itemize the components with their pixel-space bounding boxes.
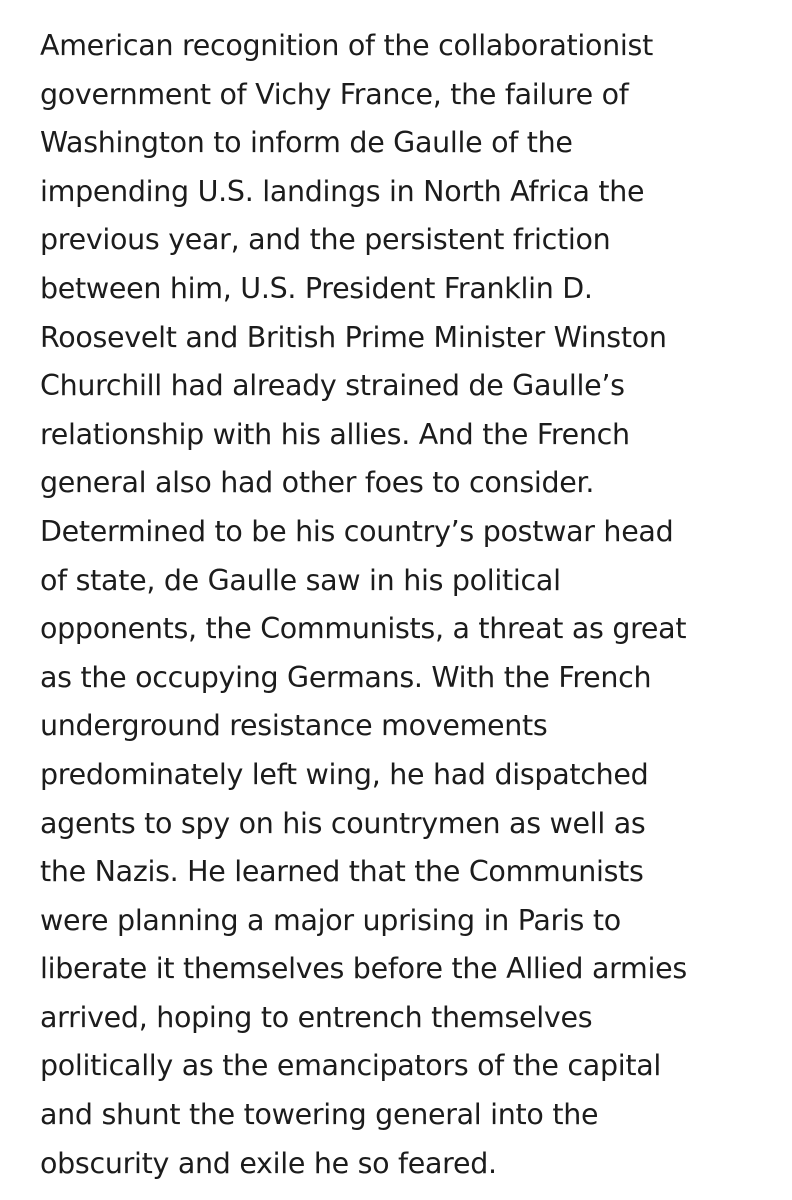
paragraph-line: were planning a major uprising in Paris to: [40, 903, 621, 937]
paragraph-line: the Nazis. He learned that the Communists: [40, 855, 644, 889]
paragraph-line: general also had other foes to consider.: [40, 466, 595, 500]
paragraph-line: relationship with his allies. And the French: [40, 417, 630, 451]
article-paragraph: [40, 22, 770, 1188]
paragraph-line: of state, de Gaulle saw in his political: [40, 563, 561, 597]
paragraph-line: and shunt the towering general into the: [40, 1098, 599, 1132]
paragraph-line: Churchill had already strained de Gaulle’s: [40, 369, 625, 403]
paragraph-line: Washington to inform de Gaulle of the: [40, 126, 573, 160]
paragraph-line: Roosevelt and British Prime Minister Winston: [40, 320, 667, 354]
paragraph-line: impending U.S. landings in North Africa the: [40, 174, 645, 208]
paragraph-line: previous year, and the persistent friction: [40, 223, 611, 257]
paragraph-line: politically as the emancipators of the capital: [40, 1049, 662, 1083]
paragraph-line: between him, U.S. President Franklin D.: [40, 271, 593, 305]
paragraph-line: government of Vichy France, the failure of: [40, 77, 629, 111]
paragraph-line: as the occupying Germans. With the French: [40, 660, 652, 694]
paragraph-line: agents to spy on his countrymen as well as: [40, 806, 646, 840]
paragraph-line: arrived, hoping to entrench themselves: [40, 1000, 593, 1034]
paragraph-line: liberate it themselves before the Allied armies: [40, 952, 687, 986]
paragraph-line: American recognition of the collaborationist: [40, 29, 653, 62]
paragraph-line: Determined to be his country’s postwar head: [40, 514, 674, 548]
paragraph-line: opponents, the Communists, a threat as great: [40, 612, 687, 646]
paragraph-line: predominately left wing, he had dispatched: [40, 757, 649, 791]
paragraph-line: obscurity and exile he so feared.: [40, 1146, 497, 1180]
paragraph-line: underground resistance movements: [40, 709, 548, 743]
